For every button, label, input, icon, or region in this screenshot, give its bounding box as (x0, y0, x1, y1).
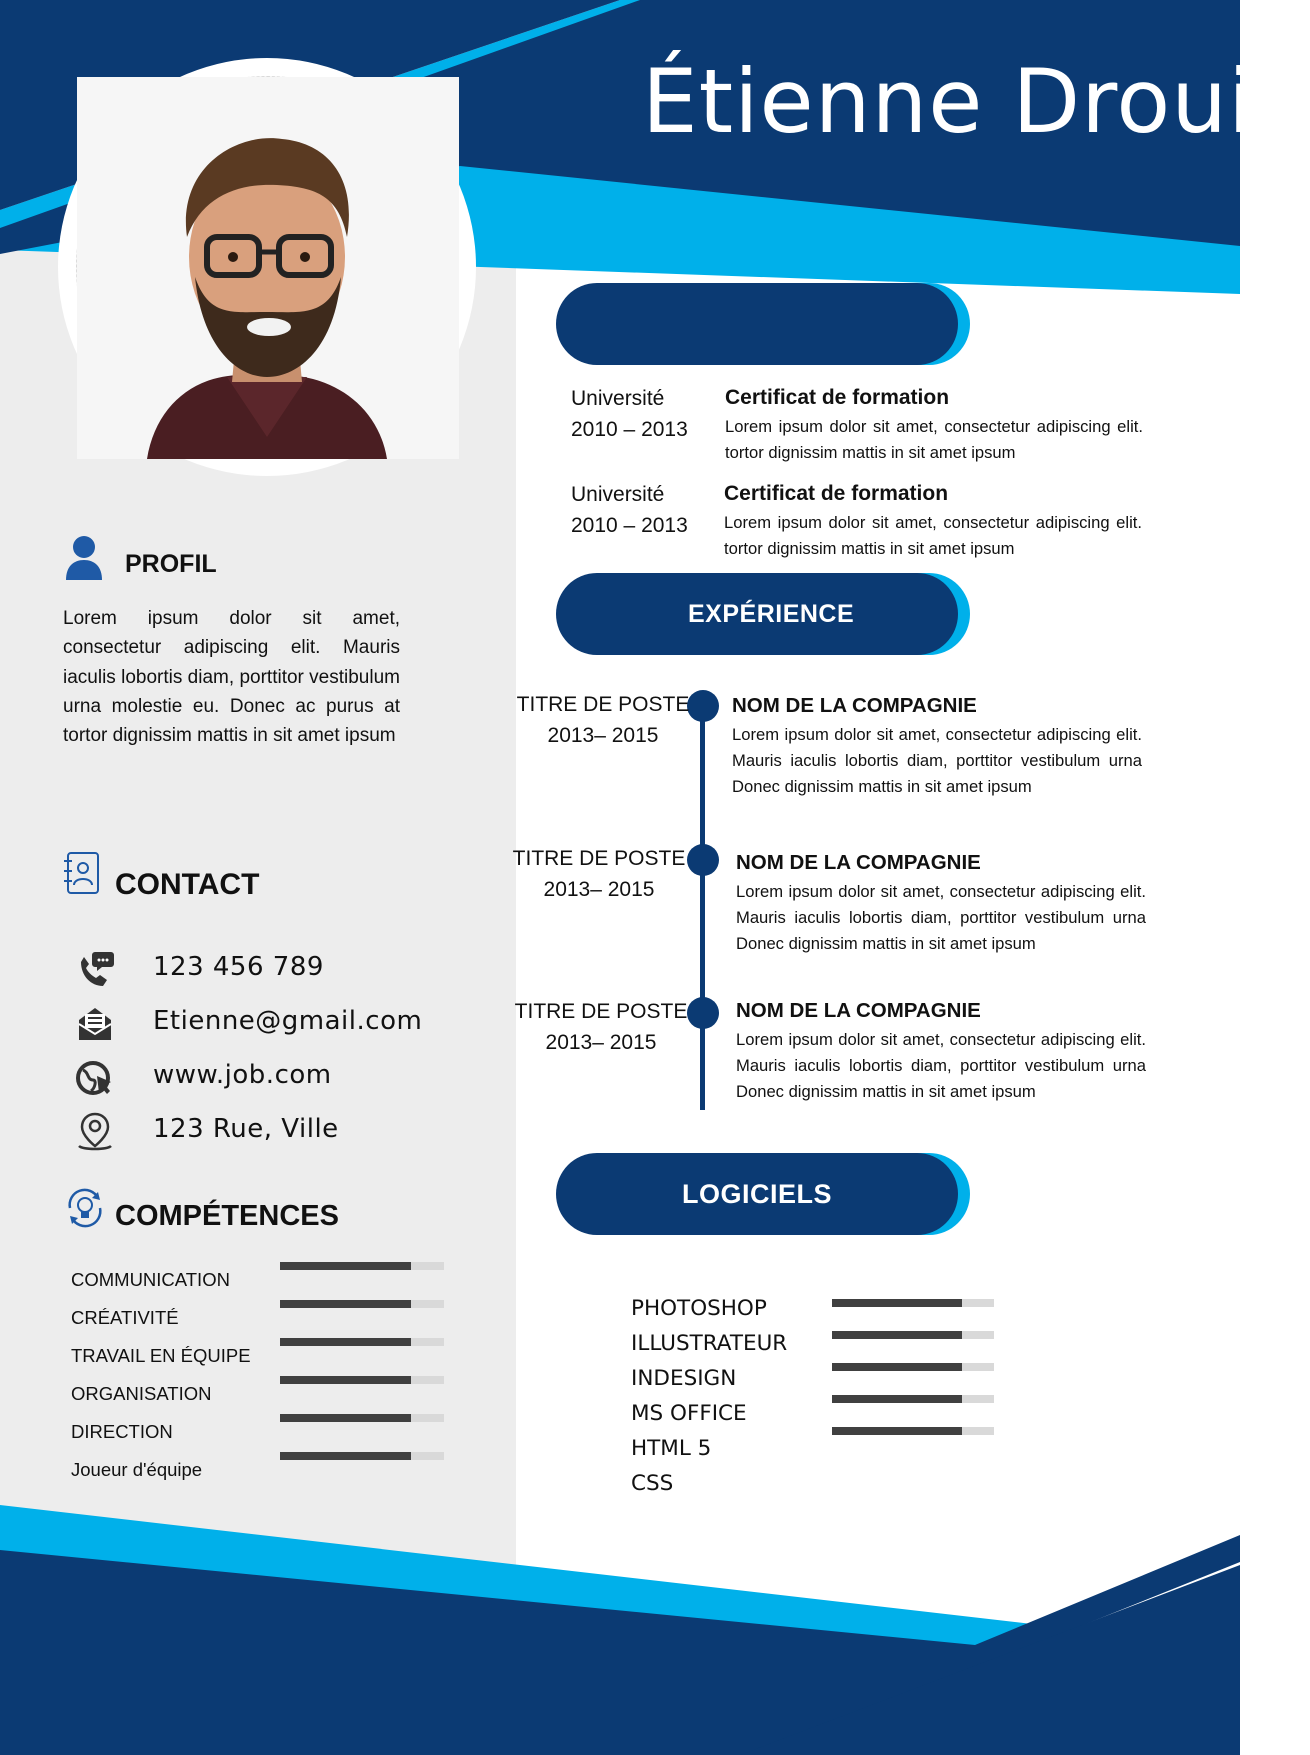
skill-label: TRAVAIL EN ÉQUIPE (71, 1345, 251, 1366)
phone-icon (75, 950, 115, 990)
software-label: MS OFFICE (631, 1401, 747, 1426)
experience-item-3-role (511, 996, 691, 1058)
candidate-name: Étienne Drouin (642, 50, 1310, 153)
software-label: PHOTOSHOP (631, 1296, 767, 1321)
skill-row (71, 1455, 451, 1485)
timeline-dot (687, 997, 719, 1029)
skill-level-bar (280, 1300, 444, 1308)
website-text: www.job.com (153, 1060, 332, 1090)
job-years: 2013– 2015 (543, 878, 655, 901)
experience-item-1-company: NOM DE LA COMPAGNIE (732, 694, 977, 717)
skill-level-fill (280, 1338, 411, 1346)
experience-item-2-desc: Lorem ipsum dolor sit amet, consectetur adipiscing elit. Mauris iaculis lobortis diam, porttitor vestibulum urna Donec dignissim mattis in sit amet ipsum (736, 882, 1146, 953)
job-title: TITRE DE POSTE (514, 1000, 688, 1023)
software-level-fill (832, 1363, 962, 1371)
email-text: Etienne@gmail.com (153, 1006, 423, 1036)
software-label: ILLUSTRATEUR (631, 1331, 788, 1356)
phone-text: 123 456 789 (153, 952, 324, 982)
experience-item-3-desc: Lorem ipsum dolor sit amet, consectetur adipiscing elit. Mauris iaculis lobortis diam, porttitor vestibulum urna Donec dignissim mattis in sit amet ipsum (736, 1030, 1146, 1101)
person-icon (64, 534, 104, 582)
software-level-bar (832, 1331, 994, 1339)
profile-heading: PROFIL (125, 550, 217, 578)
skill-level-fill (280, 1376, 411, 1384)
education-item-1-title: Certificat de formation (725, 386, 950, 409)
skill-row (71, 1379, 451, 1409)
experience-timeline (700, 706, 705, 1110)
experience-item-2-company: NOM DE LA COMPAGNIE (736, 851, 981, 874)
software-label: INDESIGN (631, 1366, 737, 1391)
skill-level-bar (280, 1452, 444, 1460)
software-level-fill (832, 1395, 962, 1403)
skill-level-bar (280, 1376, 444, 1384)
software-level-bar (832, 1395, 994, 1403)
skill-level-fill (280, 1300, 411, 1308)
skill-label: Joueur d'équipe (71, 1459, 203, 1480)
skill-row (71, 1303, 451, 1333)
skill-level-bar (280, 1262, 444, 1270)
software-level-fill (832, 1427, 962, 1435)
address-text: 123 Rue, Ville (153, 1114, 339, 1144)
school-years: 2010 – 2013 (571, 514, 688, 537)
skill-label: COMMUNICATION (71, 1269, 230, 1290)
skill-row (71, 1341, 451, 1371)
skills-heading: COMPÉTENCES (115, 1200, 339, 1232)
software-label: CSS (631, 1471, 674, 1496)
education-banner (556, 283, 970, 365)
school-years: 2010 – 2013 (571, 418, 688, 441)
experience-item-3-company: NOM DE LA COMPAGNIE (736, 999, 981, 1022)
software-banner (556, 1153, 970, 1235)
contact-website (75, 1054, 475, 1098)
education-item-2-school (571, 479, 688, 541)
skill-row (71, 1265, 451, 1295)
software-label: HTML 5 (631, 1436, 712, 1461)
school-name: Université (571, 387, 665, 410)
school-name: Université (571, 483, 665, 506)
contact-heading: CONTACT (115, 868, 260, 901)
job-title: TITRE DE POSTE (516, 693, 690, 716)
contact-phone (75, 946, 475, 990)
skill-label: DIRECTION (71, 1421, 173, 1442)
contact-address (75, 1108, 475, 1152)
skill-level-fill (280, 1262, 411, 1270)
location-pin-icon (75, 1112, 115, 1152)
experience-item-1-role (513, 689, 693, 751)
skills-lightbulb-icon (62, 1186, 108, 1230)
experience-heading: EXPÉRIENCE (556, 573, 958, 655)
globe-icon (75, 1058, 115, 1098)
skill-level-bar (280, 1338, 444, 1346)
job-years: 2013– 2015 (545, 1031, 657, 1054)
software-level-bar (832, 1299, 994, 1307)
timeline-dot (687, 844, 719, 876)
skill-level-bar (280, 1414, 444, 1422)
education-item-2-desc: Lorem ipsum dolor sit amet, consectetur adipiscing elit. tortor dignissim mattis in sit amet ipsum (724, 513, 1142, 558)
skill-level-fill (280, 1414, 411, 1422)
experience-item-1-desc: Lorem ipsum dolor sit amet, consectetur adipiscing elit. Mauris iaculis lobortis diam, porttitor vestibulum urna Donec dignissim mattis in sit amet ipsum (732, 725, 1142, 796)
education-heading (556, 283, 958, 365)
experience-banner (556, 573, 970, 655)
job-title: TITRE DE POSTE (512, 847, 686, 870)
contact-book-icon (62, 851, 100, 895)
skill-label: CRÉATIVITÉ (71, 1307, 179, 1328)
job-years: 2013– 2015 (547, 724, 659, 747)
skill-row (71, 1417, 451, 1447)
education-item-1-desc: Lorem ipsum dolor sit amet, consectetur adipiscing elit. tortor dignissim mattis in sit amet ipsum (725, 417, 1143, 462)
software-level-fill (832, 1299, 962, 1307)
education-item-1-school (571, 383, 688, 445)
software-level-bar (832, 1427, 994, 1435)
software-level-bar (832, 1363, 994, 1371)
skill-label: ORGANISATION (71, 1383, 212, 1404)
experience-item-2-role (509, 843, 689, 905)
profile-photo (76, 76, 458, 458)
skill-level-fill (280, 1452, 411, 1460)
software-heading: LOGICIELS (556, 1153, 958, 1235)
profile-text: Lorem ipsum dolor sit amet, consectetur adipiscing elit. Mauris iaculis lobortis diam, porttitor vestibulum urna molestie eu. Donec ac purus at tortor dignissim mattis in sit amet ipsum (63, 608, 400, 747)
education-item-2-title: Certificat de formation (724, 482, 949, 505)
envelope-icon (75, 1004, 115, 1044)
contact-email (75, 1000, 475, 1044)
software-level-fill (832, 1331, 962, 1339)
